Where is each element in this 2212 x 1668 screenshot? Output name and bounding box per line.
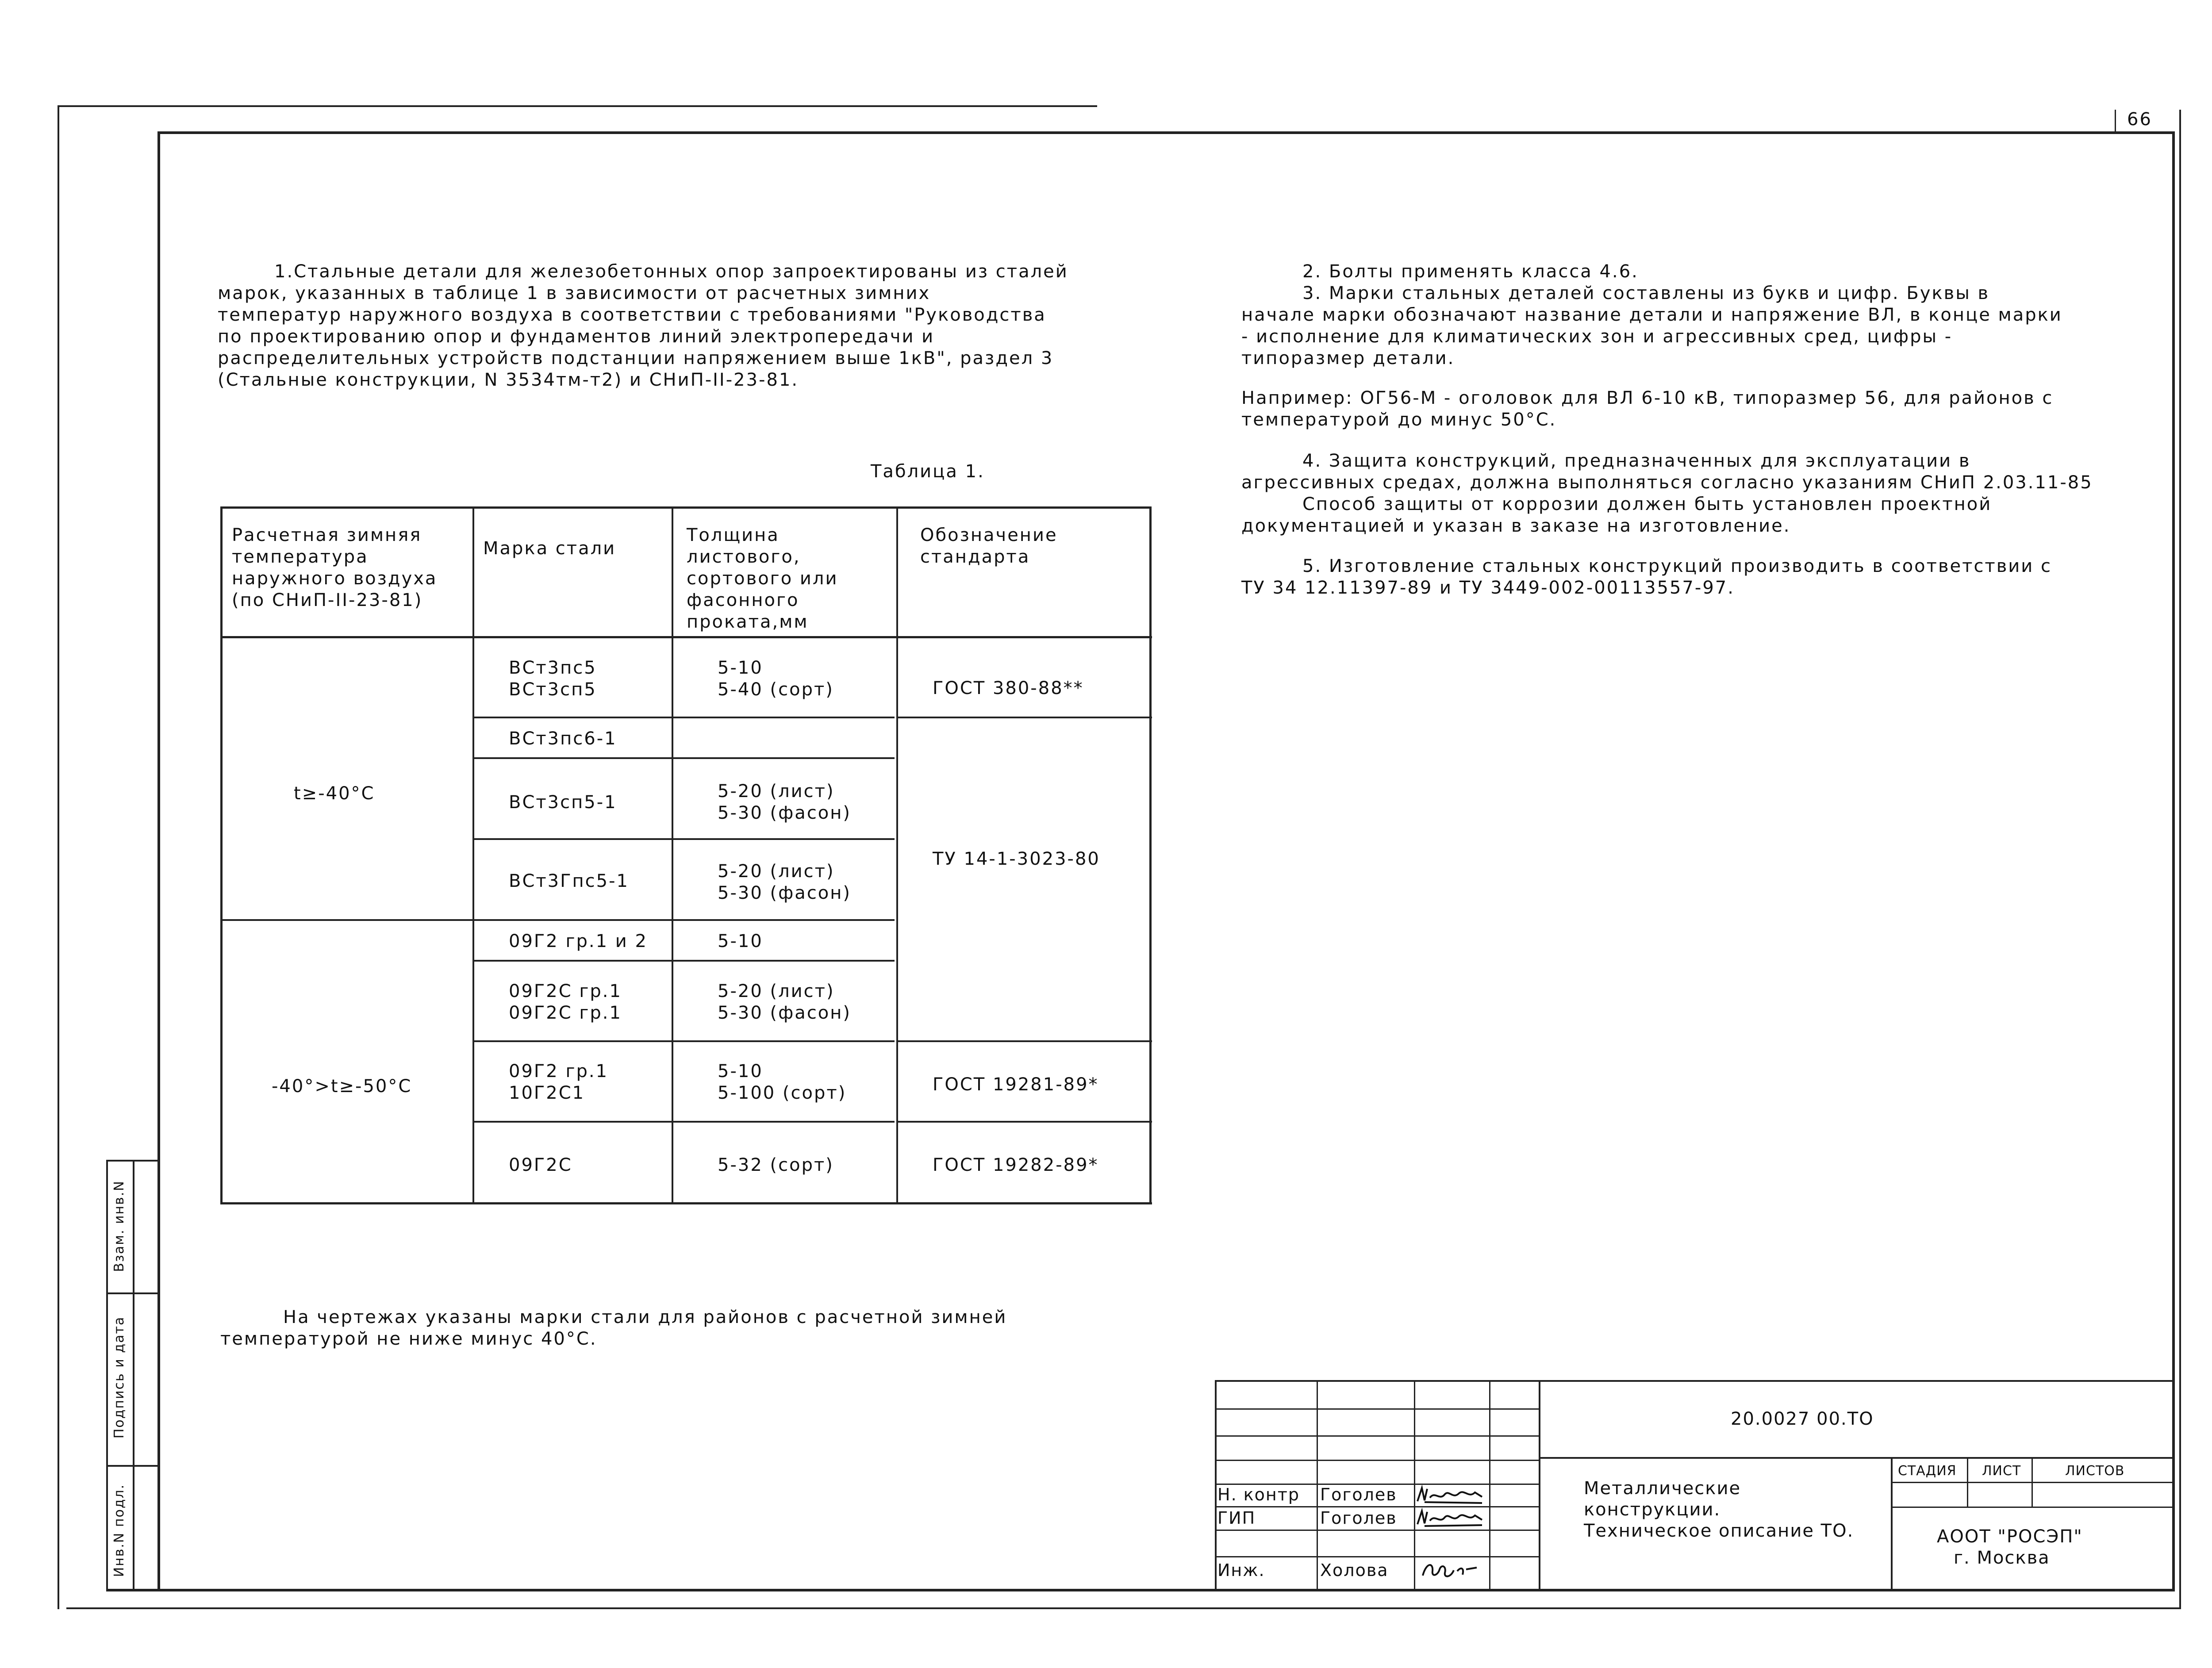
standard-tu-14: ТУ 14-1-3023-80 <box>933 849 1100 869</box>
side-stamp-original-inv: Инв.N подл. <box>111 1484 127 1577</box>
sheet-number: 66 <box>2127 109 2152 130</box>
signer-name: Холова <box>1320 1561 1389 1580</box>
table-row-thickness: 5-40 (сорт) <box>718 679 834 700</box>
signature-image <box>1416 1484 1486 1506</box>
table-row-thickness: 5-30 (фасон) <box>718 883 852 903</box>
table-row-thickness: 5-20 (лист) <box>718 861 835 882</box>
table-row-grade: 09Г2 гр.1 <box>509 1061 609 1081</box>
table-row-grade: ВСт3пс5 <box>509 658 597 678</box>
table-row-grade: 09Г2С гр.1 <box>509 1003 622 1023</box>
signer-role: ГИП <box>1217 1508 1256 1528</box>
table-caption: Таблица 1. <box>871 461 985 482</box>
drawing-title: Техническое описание ТО. <box>1584 1521 1854 1541</box>
header-steel-grade: Марка стали <box>483 538 616 559</box>
signature-image <box>1420 1558 1482 1582</box>
table-row-grade: 10Г2С1 <box>509 1083 585 1103</box>
signer-role: Н. контр <box>1217 1485 1300 1504</box>
table-row-grade: 09Г2С гр.1 <box>509 981 622 1001</box>
table-row-thickness: 5-100 (сорт) <box>718 1083 847 1103</box>
sheets-header: ЛИСТОВ <box>2065 1463 2125 1479</box>
signer-name: Гоголев <box>1320 1485 1397 1504</box>
table-row-grade: ВСт3сп5-1 <box>509 792 617 813</box>
standard-gost-19281: ГОСТ 19281-89* <box>933 1074 1099 1095</box>
side-stamp-replace-inv: Взам. инв.N <box>111 1180 127 1272</box>
document-code: 20.0027 00.ТО <box>1731 1409 1874 1429</box>
table-row-thickness: 5-30 (фасон) <box>718 1003 852 1023</box>
table-row-thickness: 5-20 (лист) <box>718 781 835 801</box>
temp-group-1: t≥-40°С <box>294 783 375 804</box>
table-row-thickness: 5-10 <box>718 1061 763 1081</box>
side-stamp-signature-date: Подпись и дата <box>111 1316 127 1439</box>
table-row-grade: ВСт3сп5 <box>509 679 597 700</box>
table-row-thickness: 5-20 (лист) <box>718 981 835 1001</box>
table-row-grade: ВСт3пс6-1 <box>509 729 617 749</box>
standard-gost-19282: ГОСТ 19282-89* <box>933 1155 1099 1175</box>
table-row-thickness: 5-10 <box>718 658 763 678</box>
table-row-thickness: 5-10 <box>718 931 763 951</box>
note-2: 2. Болты применять класса 4.6. <box>1302 261 1639 282</box>
standard-gost-380: ГОСТ 380-88** <box>933 678 1084 698</box>
signer-role: Инж. <box>1217 1561 1265 1580</box>
signer-name: Гоголев <box>1320 1508 1397 1528</box>
table-row-thickness: 5-30 (фасон) <box>718 803 852 823</box>
drawing-title: Металлические <box>1584 1478 1741 1499</box>
table-row-thickness: 5-32 (сорт) <box>718 1155 834 1175</box>
stage-header: СТАДИЯ <box>1898 1463 1957 1479</box>
temp-group-2: -40°>t≥-50°С <box>272 1076 412 1097</box>
sheet-header: ЛИСТ <box>1982 1463 2021 1479</box>
table-row-grade: 09Г2С <box>509 1155 572 1175</box>
organization-city: г. Москва <box>1954 1548 2050 1568</box>
drawing-sheet: 66 Взам. инв.N Подпись и дата Инв.N подл. 1.Стальные детали для железобетонных опор запроектированы из сталей марок, указанных в таблице 1 в зависимости от расчетных зимних температур наружного воздуха в соответствии с требованиями "Руководства по проектированию опор и фундаментов линий электропередачи и распределительных устройств подстанции напряжением выше 1кВ", раздел 3 (Стальные конструкции, N 3534тм-т2) и СНиП-II-23-81. Таблица 1. Расчетная зимняя температура наружного воздуха (по СНиП-II-23-81) Марка стали Толщина листового, сортового или фасонного проката,мм Обозначение стандарта t≥-40°С -40°>t≥-50°С ВСт3пс5 ВСт3сп5 ВСт3пс6-1 ВСт3сп5-1 ВСт3Гпс5-1 09Г2 гр.1 и 2 09Г2С гр.1 09Г2С гр.1 09Г2 гр.1 10Г2С1 09Г2С 5-10 5-40 (сорт) 5-20 (лист) 5-30 (фасон) 5-20 (лист) 5-30 (фасон) 5-10 5-20 (лист) 5-30 (фасон) 5-10 5-100 (сорт) 5-32 (сорт) ГОСТ 380-88** ТУ 14-1-3023-80 ГОСТ 19281-89* ГОСТ 19282-89* На чертежах указаны марки стали для районов с расчетной зимней температурой не ниже минус 40°С. 2. Болты применять класса 4.6. 3. Марки стальных деталей составлены из букв и цифр. Буквы в начале марки обозначают название детали и напряжение ВЛ, в конце марки - исполнение для климатических зон и агрессивных сред, цифры - типоразмер детали. Например: ОГ56-М - оголовок для ВЛ 6-10 кВ, типоразмер 56, для районов с температурой до минус 50°С. 4. Защита конструкций, предназначенных для эксплуатации в агрессивных средах, должна выполняться согласно указаниям СНиП 2.03.11-85 Способ защиты от коррозии должен быть установлен проектной документацией и указан в заказе на изготовление. 5. Изготовление стальных конструкций производить в соответствии с ТУ 34 12.11397-89 и ТУ 3449-002-00113557-97. 20.0027 00.ТО Н. контр Гоголев ГИП Гоголев Инж. Холова Металлические конструкции. Техническое описание ТО. СТАДИЯ ЛИСТ ЛИСТОВ АООТ "РОСЭП" г. Москва <box>0 0 2212 1668</box>
table-row-grade: 09Г2 гр.1 и 2 <box>509 931 648 951</box>
organization: АООТ "РОСЭП" <box>1937 1526 2083 1547</box>
signature-image <box>1416 1507 1486 1529</box>
table-row-grade: ВСт3Гпс5-1 <box>509 871 629 891</box>
drawing-title: конструкции. <box>1584 1499 1721 1520</box>
